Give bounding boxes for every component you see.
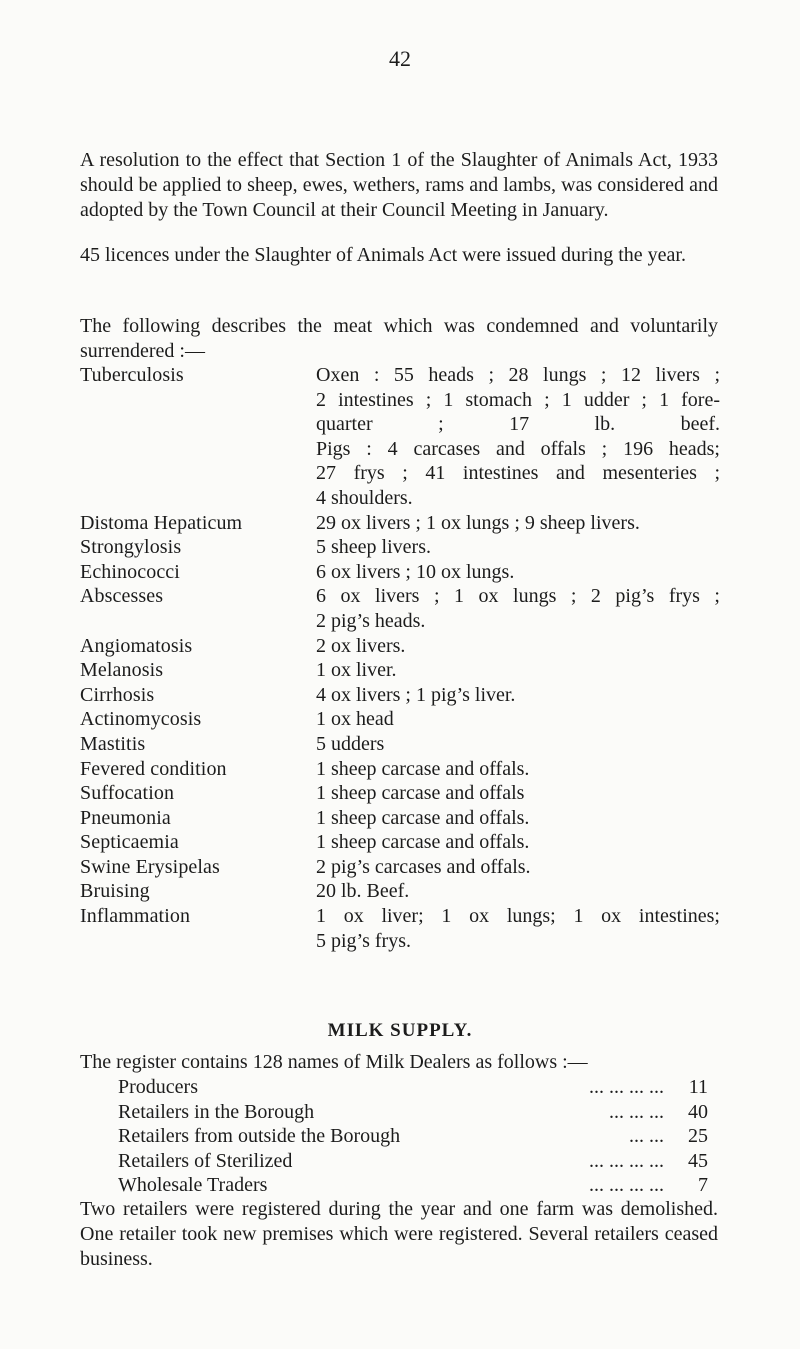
condition-items	[316, 855, 720, 880]
dealer-category: Retailers in the Borough	[118, 1100, 315, 1123]
condition-row	[80, 363, 720, 511]
condition-items	[316, 683, 720, 708]
condition-row	[80, 830, 720, 855]
condition-item-line: 1 ox liver.	[316, 659, 397, 682]
dealer-count: 45	[688, 1149, 708, 1172]
condition-item-line: 5 udders	[316, 732, 385, 755]
condition-items	[316, 363, 720, 511]
dealer-count: 40	[688, 1100, 708, 1123]
condition-row	[80, 658, 720, 683]
condition-row	[80, 683, 720, 708]
condition-row	[80, 781, 720, 806]
condition-name-text: Echinococci	[80, 560, 180, 583]
condition-name-text: Strongylosis	[80, 536, 182, 559]
condition-name	[80, 584, 316, 633]
dealer-row	[118, 1173, 708, 1198]
condition-name	[80, 855, 316, 880]
condition-items	[316, 511, 720, 536]
dealer-leader-dots: ... ... ... ...	[589, 1174, 664, 1197]
condition-name-text: Cirrhosis	[80, 683, 155, 706]
condition-items	[316, 757, 720, 782]
condition-items	[316, 806, 720, 831]
condition-items	[316, 658, 720, 683]
condition-name-text: Angiomatosis	[80, 634, 193, 657]
condition-name	[80, 781, 316, 806]
condition-item-line: 2 intestines ; 1 stomach ; 1 udder ; 1 fore-	[316, 388, 720, 411]
milk-supply-heading: MILK SUPPLY.	[327, 1020, 473, 1041]
dealer-leader-dots: ... ... ...	[609, 1100, 664, 1123]
condition-items	[316, 830, 720, 855]
condition-item-line: 1 sheep carcase and offals.	[316, 757, 530, 780]
dealer-count: 25	[688, 1125, 708, 1148]
condition-item-line: 29 ox livers ; 1 ox lungs ; 9 sheep livers.	[316, 511, 640, 534]
condition-item-line: 6 ox livers ; 1 ox lungs ; 2 pig’s frys ;	[316, 585, 720, 608]
condition-name	[80, 511, 316, 536]
dealer-leader-dots: ... ...	[629, 1125, 664, 1148]
condition-item-line: Oxen : 55 heads ; 28 lungs ; 12 livers ;	[316, 364, 720, 386]
milk-dealers-list	[118, 1075, 708, 1198]
condition-row	[80, 535, 720, 560]
condition-name-text: Septicaemia	[80, 831, 179, 854]
condition-items	[316, 560, 720, 585]
dealer-row	[118, 1124, 708, 1149]
condition-item-line: 4 ox livers ; 1 pig’s liver.	[316, 683, 516, 706]
dealer-count: 7	[698, 1174, 708, 1197]
page-number: 42	[389, 46, 411, 71]
condition-name-text: Bruising	[80, 880, 150, 903]
condition-row	[80, 806, 720, 831]
condition-item-line: 5 sheep livers.	[316, 536, 431, 559]
condition-name	[80, 634, 316, 659]
dealer-category: Producers	[118, 1076, 198, 1098]
resolution-paragraph: A resolution to the effect that Section 1 of the Slaughter of Animals Act, 1933 should be applied to sheep, ewes, wethers, rams and lambs, was considered and adopted by the Town Council at their Council Meeting in January.	[80, 149, 718, 221]
condition-item-line: 4 shoulders.	[316, 486, 413, 509]
condition-name-text: Tuberculosis	[80, 364, 184, 386]
condition-item-line: 1 sheep carcase and offals.	[316, 831, 530, 854]
dealer-leader-dots: ... ... ... ...	[589, 1149, 664, 1172]
condition-item-line: 1 sheep carcase and offals	[316, 782, 525, 805]
condition-row	[80, 707, 720, 732]
condition-items	[316, 535, 720, 560]
condition-item-line: 2 ox livers.	[316, 634, 406, 657]
condition-name-text: Pneumonia	[80, 806, 171, 829]
condition-item-line: Pigs : 4 carcases and offals ; 196 heads;	[316, 437, 720, 460]
condition-items	[316, 879, 720, 904]
dealer-category: Retailers from outside the Borough	[118, 1125, 401, 1148]
condition-items	[316, 904, 720, 953]
dealer-count: 11	[688, 1076, 708, 1098]
dealer-row	[118, 1075, 708, 1100]
condition-name	[80, 830, 316, 855]
condition-name-text: Abscesses	[80, 585, 164, 608]
condition-name	[80, 363, 316, 511]
condition-name	[80, 707, 316, 732]
condition-row	[80, 904, 720, 953]
condition-name	[80, 879, 316, 904]
condition-row	[80, 732, 720, 757]
condition-name-text: Swine Erysipelas	[80, 855, 220, 878]
condition-row	[80, 879, 720, 904]
dealer-row	[118, 1149, 708, 1174]
condition-items	[316, 707, 720, 732]
condition-row	[80, 757, 720, 782]
condition-name	[80, 658, 316, 683]
condition-row	[80, 584, 720, 633]
condition-name	[80, 732, 316, 757]
condition-row	[80, 560, 720, 585]
condition-name-text: Fevered condition	[80, 757, 227, 780]
milk-register-intro: The register contains 128 names of Milk Dealers as follows :—	[80, 1051, 588, 1073]
condition-row	[80, 855, 720, 880]
condemned-meat-table	[80, 363, 720, 953]
condition-items	[316, 634, 720, 659]
dealer-row	[118, 1100, 708, 1125]
condition-item-line: 1 sheep carcase and offals.	[316, 806, 530, 829]
licences-paragraph: 45 licences under the Slaughter of Animals Act were issued during the year.	[80, 244, 686, 266]
condition-items	[316, 584, 720, 633]
condition-row	[80, 511, 720, 536]
condition-items	[316, 732, 720, 757]
condition-row	[80, 634, 720, 659]
condition-item-line: quarter ; 17 lb. beef.	[316, 413, 720, 436]
condition-item-line: 1 ox liver; 1 ox lungs; 1 ox intestines;	[316, 905, 720, 928]
condition-name-text: Melanosis	[80, 659, 164, 682]
condition-name-text: Distoma Hepaticum	[80, 511, 243, 534]
condition-name-text: Suffocation	[80, 782, 175, 805]
dealer-category: Retailers of Sterilized	[118, 1149, 293, 1172]
condition-name	[80, 683, 316, 708]
condition-name	[80, 560, 316, 585]
condition-item-line: 20 lb. Beef.	[316, 880, 410, 903]
condition-item-line: 27 frys ; 41 intestines and mesenteries ;	[316, 462, 720, 485]
condition-name-text: Mastitis	[80, 732, 146, 755]
condition-items	[316, 781, 720, 806]
condition-name	[80, 757, 316, 782]
condition-item-line: 1 ox head	[316, 708, 394, 731]
condition-name-text: Actinomycosis	[80, 708, 202, 731]
condition-name	[80, 904, 316, 953]
dealer-category: Wholesale Traders	[118, 1174, 268, 1197]
condition-name	[80, 806, 316, 831]
dealer-leader-dots: ... ... ... ...	[589, 1076, 664, 1098]
condition-name-text: Inflammation	[80, 905, 191, 928]
condition-item-line: 5 pig’s frys.	[316, 929, 411, 952]
condemned-intro-paragraph: The following describes the meat which was condemned and voluntarily surrendered :—	[80, 315, 718, 362]
condition-item-line: 2 pig’s carcases and offals.	[316, 855, 531, 878]
condition-item-line: 2 pig’s heads.	[316, 609, 426, 632]
closing-paragraph: Two retailers were registered during the year and one farm was demolished. One retailer took new premises which were registered. Several retailers ceased business.	[80, 1198, 718, 1270]
condition-name	[80, 535, 316, 560]
condition-item-line: 6 ox livers ; 10 ox lungs.	[316, 560, 515, 583]
